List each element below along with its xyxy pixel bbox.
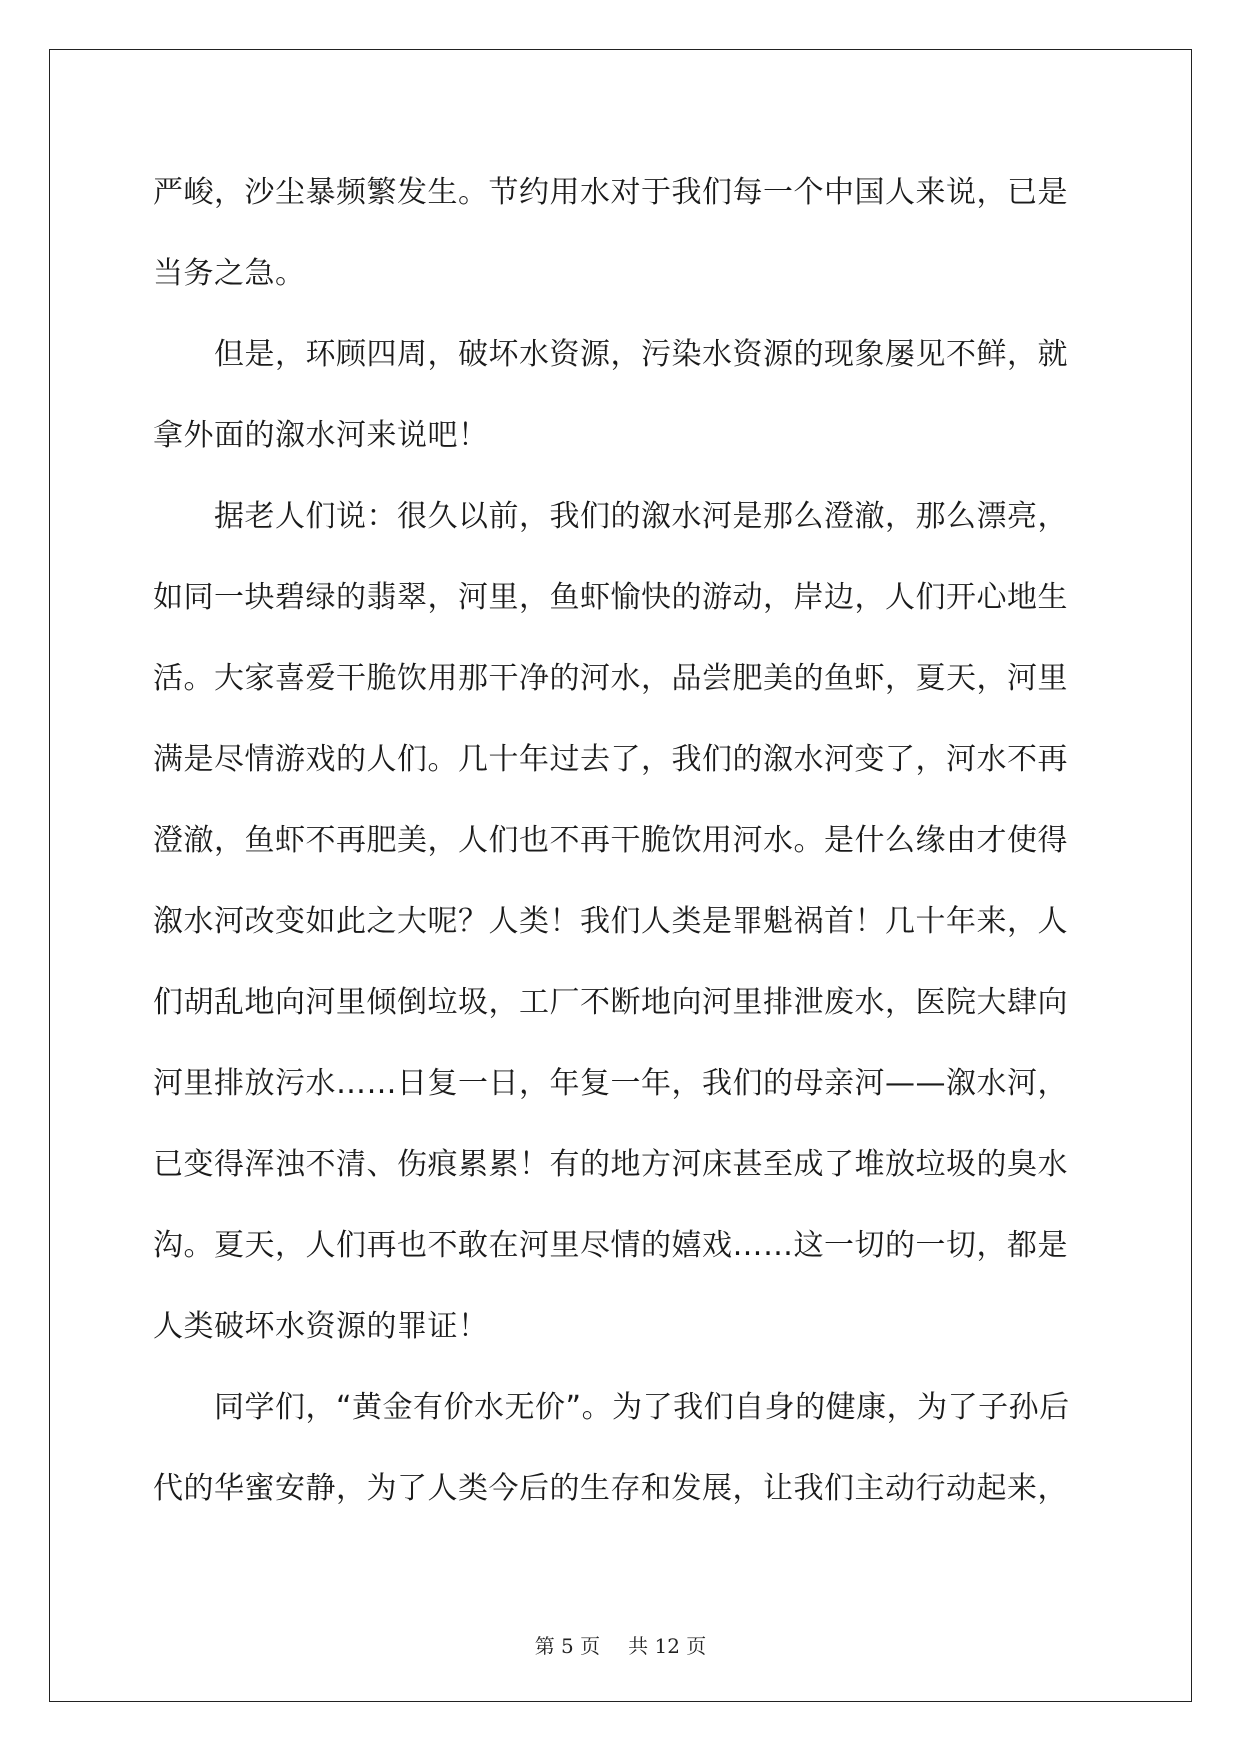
text-line: 如同一块碧绿的翡翠，河里，鱼虾愉快的游动，岸边，人们开心地生 — [153, 580, 1068, 615]
text-line: 满是尽情游戏的人们。几十年过去了，我们的溆水河变了，河水不再 — [153, 742, 1068, 777]
text-line: 溆水河改变如此之大呢？人类！我们人类是罪魁祸首！几十年来，人 — [153, 904, 1068, 939]
text-line: 拿外面的溆水河来说吧！ — [153, 418, 489, 453]
text-line: 们胡乱地向河里倾倒垃圾，工厂不断地向河里排泄废水，医院大肆向 — [153, 985, 1068, 1020]
page-total: 共 12 页 — [628, 1634, 707, 1658]
text-line: 同学们，“黄金有价水无价”。为了我们自身的健康，为了子孙后 — [153, 1390, 1070, 1425]
text-line: 河里排放污水……日复一日，年复一年，我们的母亲河——溆水河， — [153, 1066, 1068, 1101]
text-line: 但是，环顾四周，破坏水资源，污染水资源的现象屡见不鲜，就 — [153, 337, 1068, 372]
text-line: 人类破坏水资源的罪证！ — [153, 1309, 489, 1344]
text-line: 严峻，沙尘暴频繁发生。节约用水对于我们每一个中国人来说，已是 — [153, 175, 1068, 210]
document-body — [153, 152, 1093, 1529]
text-line: 沟。夏天，人们再也不敢在河里尽情的嬉戏……这一切的一切，都是 — [153, 1228, 1068, 1263]
text-line: 当务之急。 — [153, 256, 306, 291]
page-footer — [0, 1630, 1241, 1659]
text-line: 已变得浑浊不清、伤痕累累！有的地方河床甚至成了堆放垃圾的臭水 — [153, 1147, 1068, 1182]
text-line: 代的华蜜安静，为了人类今后的生存和发展，让我们主动行动起来， — [153, 1471, 1068, 1506]
page-number: 第 5 页 — [534, 1634, 601, 1658]
text-line: 活。大家喜爱干脆饮用那干净的河水，品尝肥美的鱼虾，夏天，河里 — [153, 661, 1068, 696]
text-line: 据老人们说：很久以前，我们的溆水河是那么澄澈，那么漂亮， — [153, 499, 1068, 534]
text-line: 澄澈，鱼虾不再肥美，人们也不再干脆饮用河水。是什么缘由才使得 — [153, 823, 1068, 858]
